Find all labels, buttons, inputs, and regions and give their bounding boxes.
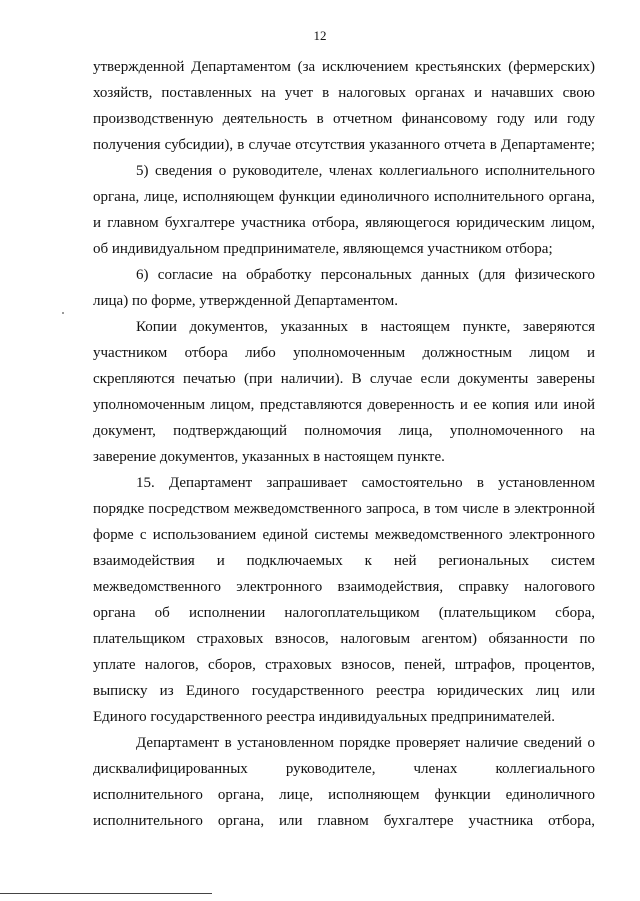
text-line: форме с использованием единой системы межведомственного электронного — [93, 527, 595, 543]
text-line: об индивидуальном предпринимателе, являющемся участником отбора; — [93, 241, 553, 257]
text-line: хозяйств, поставленных на учет в налоговых органах и начавших свою — [93, 85, 595, 101]
text-line: 6) согласие на обработку персональных данных (для физического — [136, 267, 595, 283]
text-line: исполнительного органа, лице, исполняющем функции единоличного — [93, 787, 595, 803]
text-line: заверение документов, указанных в настоящем пункте. — [93, 449, 445, 465]
text-line: плательщиком страховых взносов, налоговым агентом) обязанности по — [93, 631, 595, 647]
text-line: Копии документов, указанных в настоящем пункте, заверяются — [136, 319, 595, 335]
text-line: Единого государственного реестра индивидуальных предпринимателей. — [93, 709, 556, 725]
text-line: скрепляются печатью (при наличии). В случае если документы заверены — [93, 371, 595, 387]
scan-mark — [62, 312, 64, 314]
text-line: 5) сведения о руководителе, членах коллегиального исполнительного — [136, 163, 595, 179]
text-line: и главном бухгалтере участника отбора, являющегося юридическим лицом, — [93, 215, 595, 231]
text-line: утвержденной Департаментом (за исключением крестьянских (фермерских) — [93, 59, 595, 75]
page-number: 12 — [313, 28, 327, 43]
text-line: выписку из Единого государственного реестра юридических лиц или — [93, 683, 595, 699]
text-line: участником отбора либо уполномоченным должностным лицом и — [93, 345, 595, 361]
text-line: получения субсидии), в случае отсутствия указанного отчета в Департаменте; — [93, 137, 595, 153]
text-line: межведомственного электронного взаимодействия, справку налогового — [93, 579, 595, 595]
text-line: Департамент в установленном порядке проверяет наличие сведений о — [136, 735, 595, 751]
text-line: 15. Департамент запрашивает самостоятельно в установленном — [136, 475, 595, 491]
text-line: уполномоченным лицом, представляются доверенность и ее копия или иной — [93, 397, 595, 413]
text-line: порядке посредством межведомственного запроса, в том числе в электронной — [93, 501, 595, 517]
text-line: дисквалифицированных руководителе, членах коллегиального — [93, 761, 595, 777]
bottom-rule — [0, 893, 212, 894]
text-line: документ, подтверждающий полномочия лица, уполномоченного на — [93, 423, 595, 439]
text-line: органа об исполнении налогоплательщиком (плательщиком сбора, — [93, 605, 595, 621]
text-line: взаимодействия и подключаемых к ней региональных систем — [93, 553, 595, 569]
text-line: исполнительного органа, или главном бухгалтере участника отбора, — [93, 813, 595, 829]
text-line: органа, лице, исполняющем функции единоличного исполнительного органа, — [93, 189, 595, 205]
text-line: производственную деятельность в отчетном финансовому году или году — [93, 111, 595, 127]
text-line: лица) по форме, утвержденной Департаментом. — [93, 293, 399, 309]
text-line: уплате налогов, сборов, страховых взносов, пеней, штрафов, процентов, — [93, 657, 595, 673]
